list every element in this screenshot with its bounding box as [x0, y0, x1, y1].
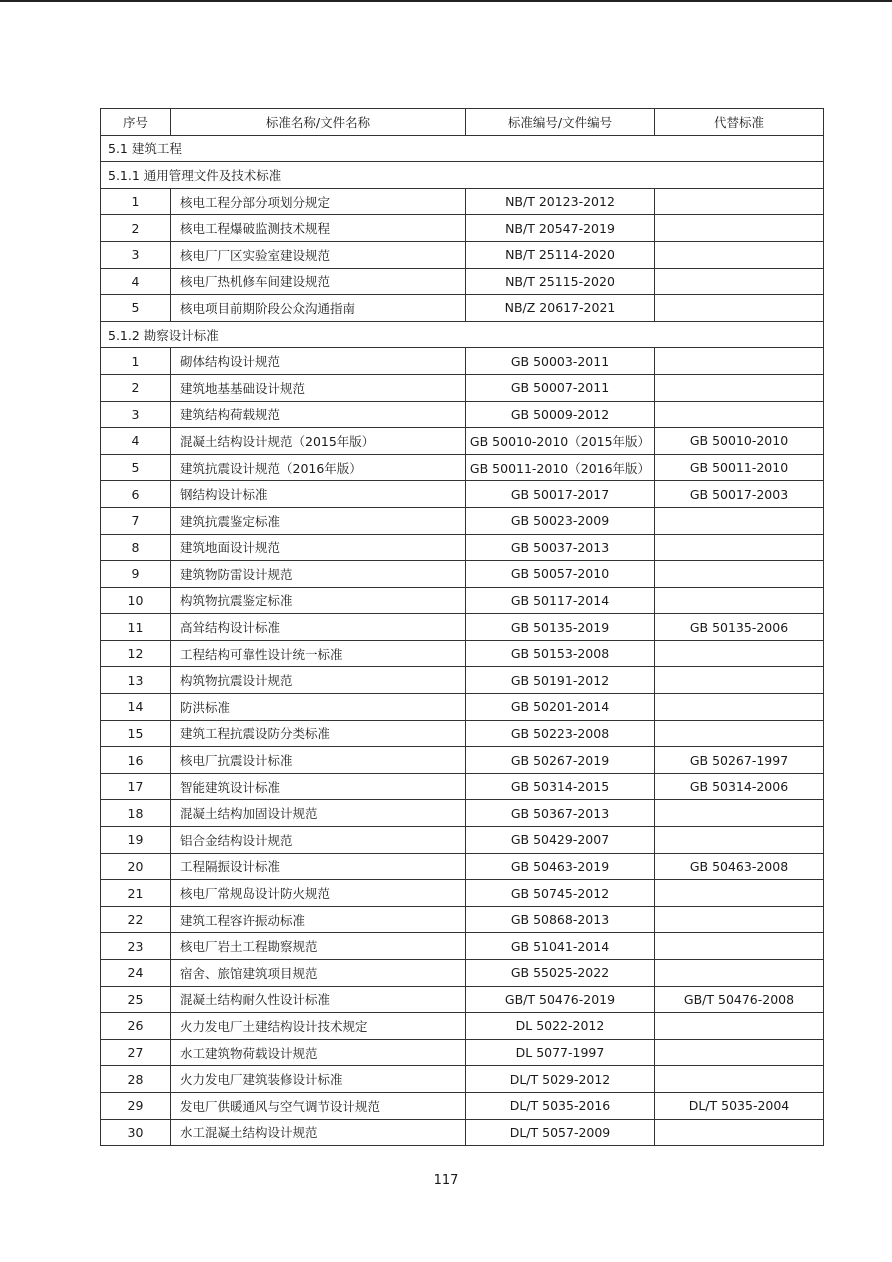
standard-name: 砌体结构设计规范	[171, 348, 466, 375]
standard-name: 发电厂供暖通风与空气调节设计规范	[171, 1092, 466, 1119]
standard-code: DL/T 5057-2009	[466, 1119, 655, 1146]
standard-code: DL/T 5035-2016	[466, 1092, 655, 1119]
row-number: 10	[101, 587, 171, 614]
row-number: 3	[101, 401, 171, 428]
standard-name: 建筑抗震鉴定标准	[171, 507, 466, 534]
row-number: 3	[101, 241, 171, 268]
row-number: 12	[101, 640, 171, 667]
standard-name: 智能建筑设计标准	[171, 773, 466, 800]
standard-name: 火力发电厂土建结构设计技术规定	[171, 1013, 466, 1040]
row-number: 29	[101, 1092, 171, 1119]
row-number: 13	[101, 667, 171, 694]
standard-code: GB 50201-2014	[466, 694, 655, 721]
table-body	[101, 135, 824, 1146]
standard-code: GB 51041-2014	[466, 933, 655, 960]
standard-code: GB 50153-2008	[466, 640, 655, 667]
standard-name: 核电项目前期阶段公众沟通指南	[171, 295, 466, 322]
standard-name: 水工混凝土结构设计规范	[171, 1119, 466, 1146]
subsection-title: 5.1.1 通用管理文件及技术标准	[101, 162, 824, 189]
standard-name: 建筑物防雷设计规范	[171, 561, 466, 588]
replaced-standard	[655, 906, 824, 933]
table-row	[101, 534, 824, 561]
standard-code: GB 50429-2007	[466, 827, 655, 854]
standard-name: 核电厂抗震设计标准	[171, 747, 466, 774]
row-number: 22	[101, 906, 171, 933]
row-number: 2	[101, 374, 171, 401]
replaced-standard	[655, 215, 824, 242]
table-row	[101, 348, 824, 375]
table-row	[101, 428, 824, 455]
standard-code: GB 50267-2019	[466, 747, 655, 774]
standard-code: DL 5077-1997	[466, 1039, 655, 1066]
table-row	[101, 1092, 824, 1119]
standard-code: GB 50868-2013	[466, 906, 655, 933]
row-number: 14	[101, 694, 171, 721]
standard-code: NB/T 25115-2020	[466, 268, 655, 295]
table-row	[101, 906, 824, 933]
table-row	[101, 1119, 824, 1146]
standard-code: NB/T 25114-2020	[466, 241, 655, 268]
standard-name: 工程隔振设计标准	[171, 853, 466, 880]
standard-code: GB 50314-2015	[466, 773, 655, 800]
row-number: 20	[101, 853, 171, 880]
replaced-standard	[655, 827, 824, 854]
table-row	[101, 933, 824, 960]
table-row	[101, 986, 824, 1013]
row-number: 28	[101, 1066, 171, 1093]
row-number: 5	[101, 454, 171, 481]
standard-code: GB 50010-2010（2015年版）	[466, 428, 655, 455]
replaced-standard: DL/T 5035-2004	[655, 1092, 824, 1119]
row-number: 4	[101, 268, 171, 295]
replaced-standard	[655, 188, 824, 215]
table-row	[101, 827, 824, 854]
replaced-standard	[655, 401, 824, 428]
table-row	[101, 374, 824, 401]
row-number: 17	[101, 773, 171, 800]
standard-name: 水工建筑物荷载设计规范	[171, 1039, 466, 1066]
row-number: 23	[101, 933, 171, 960]
top-border-line	[0, 0, 892, 2]
replaced-standard	[655, 667, 824, 694]
replaced-standard: GB 50267-1997	[655, 747, 824, 774]
replaced-standard	[655, 241, 824, 268]
page-number: 117	[433, 1173, 459, 1188]
standard-name: 宿舍、旅馆建筑项目规范	[171, 960, 466, 987]
standard-name: 构筑物抗震设计规范	[171, 667, 466, 694]
row-number: 1	[101, 188, 171, 215]
standard-name: 建筑地基基础设计规范	[171, 374, 466, 401]
standards-table	[100, 108, 824, 1146]
table-row	[101, 694, 824, 721]
row-number: 18	[101, 800, 171, 827]
table-row	[101, 720, 824, 747]
section-row	[101, 135, 824, 162]
standard-code: GB 50191-2012	[466, 667, 655, 694]
standard-name: 核电厂岩土工程勘察规范	[171, 933, 466, 960]
row-number: 21	[101, 880, 171, 907]
standard-name: 建筑工程容许振动标准	[171, 906, 466, 933]
replaced-standard: GB/T 50476-2008	[655, 986, 824, 1013]
table-row	[101, 1066, 824, 1093]
standard-code: GB 50003-2011	[466, 348, 655, 375]
standard-name: 核电厂厂区实验室建设规范	[171, 241, 466, 268]
standard-name: 混凝土结构加固设计规范	[171, 800, 466, 827]
standard-code: GB 50057-2010	[466, 561, 655, 588]
row-number: 19	[101, 827, 171, 854]
replaced-standard	[655, 561, 824, 588]
replaced-standard	[655, 374, 824, 401]
standard-code: GB 50017-2017	[466, 481, 655, 508]
row-number: 26	[101, 1013, 171, 1040]
row-number: 24	[101, 960, 171, 987]
standard-code: GB/T 50476-2019	[466, 986, 655, 1013]
row-number: 30	[101, 1119, 171, 1146]
replaced-standard: GB 50463-2008	[655, 853, 824, 880]
table-row	[101, 401, 824, 428]
row-number: 5	[101, 295, 171, 322]
standard-code: DL 5022-2012	[466, 1013, 655, 1040]
replaced-standard: GB 50314-2006	[655, 773, 824, 800]
replaced-standard: GB 50011-2010	[655, 454, 824, 481]
standard-name: 火力发电厂建筑装修设计标准	[171, 1066, 466, 1093]
table-row	[101, 640, 824, 667]
replaced-standard: GB 50135-2006	[655, 614, 824, 641]
standard-code: GB 50023-2009	[466, 507, 655, 534]
standard-name: 建筑结构荷载规范	[171, 401, 466, 428]
table-row	[101, 1039, 824, 1066]
standard-name: 核电工程分部分项划分规定	[171, 188, 466, 215]
replaced-standard	[655, 507, 824, 534]
table-row	[101, 241, 824, 268]
replaced-standard	[655, 1039, 824, 1066]
replaced-standard	[655, 800, 824, 827]
subsection-row	[101, 162, 824, 189]
section-title: 5.1 建筑工程	[101, 135, 824, 162]
table-row	[101, 268, 824, 295]
table-row	[101, 481, 824, 508]
replaced-standard	[655, 348, 824, 375]
standard-code: NB/Z 20617-2021	[466, 295, 655, 322]
table-row	[101, 800, 824, 827]
table-row	[101, 667, 824, 694]
table-row	[101, 454, 824, 481]
replaced-standard	[655, 295, 824, 322]
standard-name: 建筑地面设计规范	[171, 534, 466, 561]
standard-name: 防洪标准	[171, 694, 466, 721]
table-row	[101, 747, 824, 774]
row-number: 8	[101, 534, 171, 561]
standard-name: 建筑工程抗震设防分类标准	[171, 720, 466, 747]
standard-code: GB 50367-2013	[466, 800, 655, 827]
subsection-title: 5.1.2 勘察设计标准	[101, 321, 824, 348]
standard-name: 核电厂热机修车间建设规范	[171, 268, 466, 295]
row-number: 7	[101, 507, 171, 534]
standard-code: GB 50223-2008	[466, 720, 655, 747]
replaced-standard	[655, 640, 824, 667]
replaced-standard	[655, 1119, 824, 1146]
standard-code: GB 50009-2012	[466, 401, 655, 428]
standard-name: 构筑物抗震鉴定标准	[171, 587, 466, 614]
standard-code: NB/T 20547-2019	[466, 215, 655, 242]
row-number: 2	[101, 215, 171, 242]
replaced-standard	[655, 880, 824, 907]
replaced-standard	[655, 720, 824, 747]
replaced-standard	[655, 1013, 824, 1040]
replaced-standard	[655, 933, 824, 960]
standard-name: 混凝土结构耐久性设计标准	[171, 986, 466, 1013]
replaced-standard: GB 50017-2003	[655, 481, 824, 508]
standard-code: GB 50135-2019	[466, 614, 655, 641]
replaced-standard: GB 50010-2010	[655, 428, 824, 455]
row-number: 27	[101, 1039, 171, 1066]
table-row	[101, 614, 824, 641]
table-row	[101, 587, 824, 614]
header-name: 标准名称/文件名称	[171, 109, 466, 136]
standard-name: 工程结构可靠性设计统一标准	[171, 640, 466, 667]
standard-name: 建筑抗震设计规范（2016年版）	[171, 454, 466, 481]
replaced-standard	[655, 694, 824, 721]
row-number: 1	[101, 348, 171, 375]
table-header-row	[101, 109, 824, 136]
row-number: 15	[101, 720, 171, 747]
standard-code: DL/T 5029-2012	[466, 1066, 655, 1093]
standard-code: GB 55025-2022	[466, 960, 655, 987]
standard-code: NB/T 20123-2012	[466, 188, 655, 215]
row-number: 6	[101, 481, 171, 508]
table-row	[101, 188, 824, 215]
table-row	[101, 561, 824, 588]
header-no: 序号	[101, 109, 171, 136]
table-row	[101, 773, 824, 800]
subsection-row	[101, 321, 824, 348]
replaced-standard	[655, 1066, 824, 1093]
row-number: 16	[101, 747, 171, 774]
standard-name: 核电厂常规岛设计防火规范	[171, 880, 466, 907]
table-row	[101, 1013, 824, 1040]
header-code: 标准编号/文件编号	[466, 109, 655, 136]
row-number: 25	[101, 986, 171, 1013]
standard-code: GB 50011-2010（2016年版）	[466, 454, 655, 481]
replaced-standard	[655, 534, 824, 561]
table-row	[101, 960, 824, 987]
standard-code: GB 50745-2012	[466, 880, 655, 907]
standard-code: GB 50037-2013	[466, 534, 655, 561]
table-row	[101, 853, 824, 880]
row-number: 9	[101, 561, 171, 588]
table-row	[101, 215, 824, 242]
replaced-standard	[655, 268, 824, 295]
table-row	[101, 507, 824, 534]
standard-code: GB 50463-2019	[466, 853, 655, 880]
standard-name: 高耸结构设计标准	[171, 614, 466, 641]
table-row	[101, 880, 824, 907]
standard-name: 钢结构设计标准	[171, 481, 466, 508]
standard-code: GB 50117-2014	[466, 587, 655, 614]
row-number: 11	[101, 614, 171, 641]
header-replace: 代替标准	[655, 109, 824, 136]
replaced-standard	[655, 960, 824, 987]
replaced-standard	[655, 587, 824, 614]
standard-code: GB 50007-2011	[466, 374, 655, 401]
table-row	[101, 295, 824, 322]
standard-name: 混凝土结构设计规范（2015年版）	[171, 428, 466, 455]
row-number: 4	[101, 428, 171, 455]
standard-name: 核电工程爆破监测技术规程	[171, 215, 466, 242]
standard-name: 铝合金结构设计规范	[171, 827, 466, 854]
